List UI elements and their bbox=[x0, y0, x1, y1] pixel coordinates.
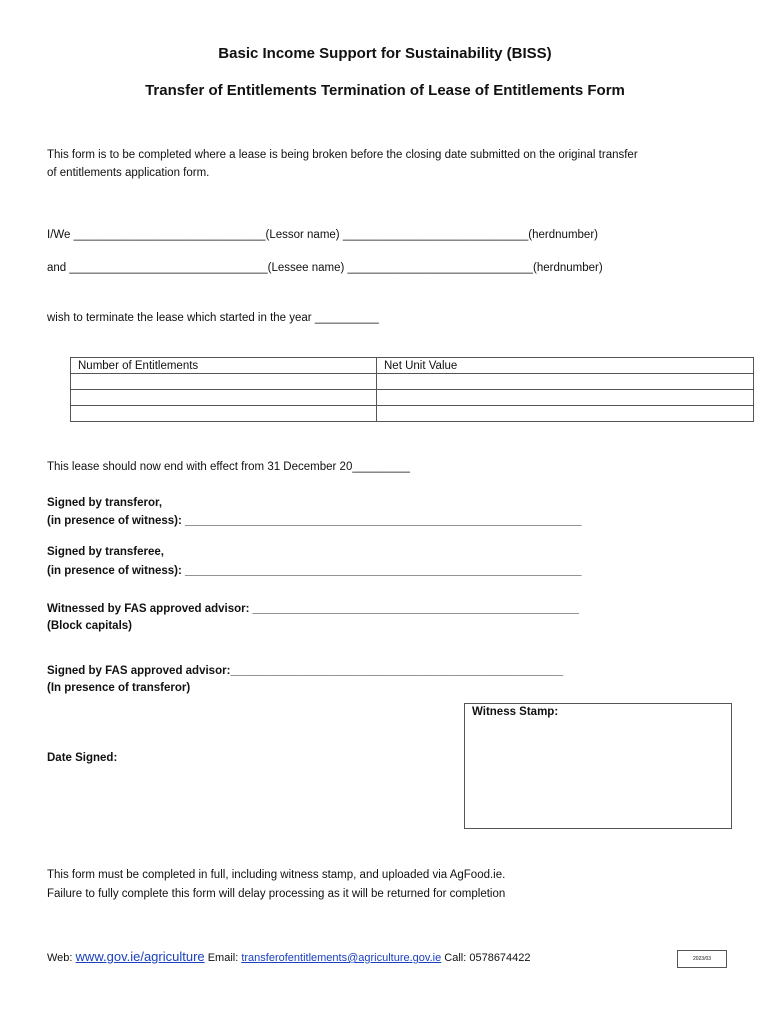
footer-note-1: This form must be completed in full, including witness stamp, and uploaded via AgFood.ie. bbox=[47, 869, 506, 881]
transferee-witness-line[interactable]: (in presence of witness): ______________________________________________________________ bbox=[47, 565, 582, 577]
web-link[interactable]: www.gov.ie/agriculture bbox=[75, 949, 205, 964]
email-link[interactable]: transferofentitlements@agriculture.gov.ie bbox=[241, 952, 442, 964]
block-capitals-note: (Block capitals) bbox=[47, 620, 132, 632]
lessor-line[interactable]: I/We ______________________________(Lessor name) _____________________________(herdnumber) bbox=[47, 229, 598, 241]
witness-stamp-label: Witness Stamp: bbox=[472, 706, 559, 718]
footer-note-2: Failure to fully complete this form will delay processing as it will be returned for completion bbox=[47, 888, 506, 900]
header-number-of-entitlements: Number of Entitlements bbox=[71, 358, 377, 374]
date-signed-label: Date Signed: bbox=[47, 752, 118, 764]
entitlements-cell[interactable] bbox=[71, 390, 377, 406]
table-row bbox=[71, 406, 754, 422]
intro-line-1: This form is to be completed where a lease is being broken before the closing date submitted on the original transfer bbox=[47, 149, 638, 161]
entitlements-cell[interactable] bbox=[71, 406, 377, 422]
witness-stamp-box bbox=[464, 703, 732, 829]
net-unit-value-cell[interactable] bbox=[377, 374, 754, 390]
web-label: Web: bbox=[47, 952, 73, 964]
advisor-witness-line[interactable]: Witnessed by FAS approved advisor: ___________________________________________________ bbox=[47, 603, 579, 615]
table-header-row bbox=[71, 358, 754, 374]
call-number: Call: 0578674422 bbox=[444, 952, 531, 964]
header-net-unit-value: Net Unit Value bbox=[377, 358, 754, 374]
form-title: Basic Income Support for Sustainability (BISS) bbox=[218, 45, 552, 62]
transferor-label: Signed by transferor, bbox=[47, 497, 163, 509]
presence-transferor-note: (In presence of transferor) bbox=[47, 682, 191, 694]
transferor-witness-line[interactable]: (in presence of witness): ______________________________________________________________ bbox=[47, 515, 582, 527]
net-unit-value-cell[interactable] bbox=[377, 406, 754, 422]
table-row bbox=[71, 374, 754, 390]
terminate-year-line[interactable]: wish to terminate the lease which started in the year __________ bbox=[47, 312, 379, 324]
advisor-signed-line[interactable]: Signed by FAS approved advisor:____________________________________________________ bbox=[47, 665, 563, 677]
intro-line-2: of entitlements application form. bbox=[47, 167, 210, 179]
form-code: 2023/03 bbox=[677, 950, 727, 968]
entitlements-cell[interactable] bbox=[71, 374, 377, 390]
net-unit-value-cell[interactable] bbox=[377, 390, 754, 406]
table-row bbox=[71, 390, 754, 406]
lessee-line[interactable]: and _______________________________(Lessee name) _____________________________(herdnumber) bbox=[47, 262, 603, 274]
footer-contact bbox=[47, 949, 531, 964]
email-label: Email: bbox=[207, 952, 239, 964]
form-subtitle: Transfer of Entitlements Termination of Lease of Entitlements Form bbox=[145, 82, 625, 99]
end-date-line[interactable]: This lease should now end with effect from 31 December 20_________ bbox=[47, 461, 410, 473]
transferee-label: Signed by transferee, bbox=[47, 546, 164, 558]
entitlements-table bbox=[70, 357, 754, 422]
